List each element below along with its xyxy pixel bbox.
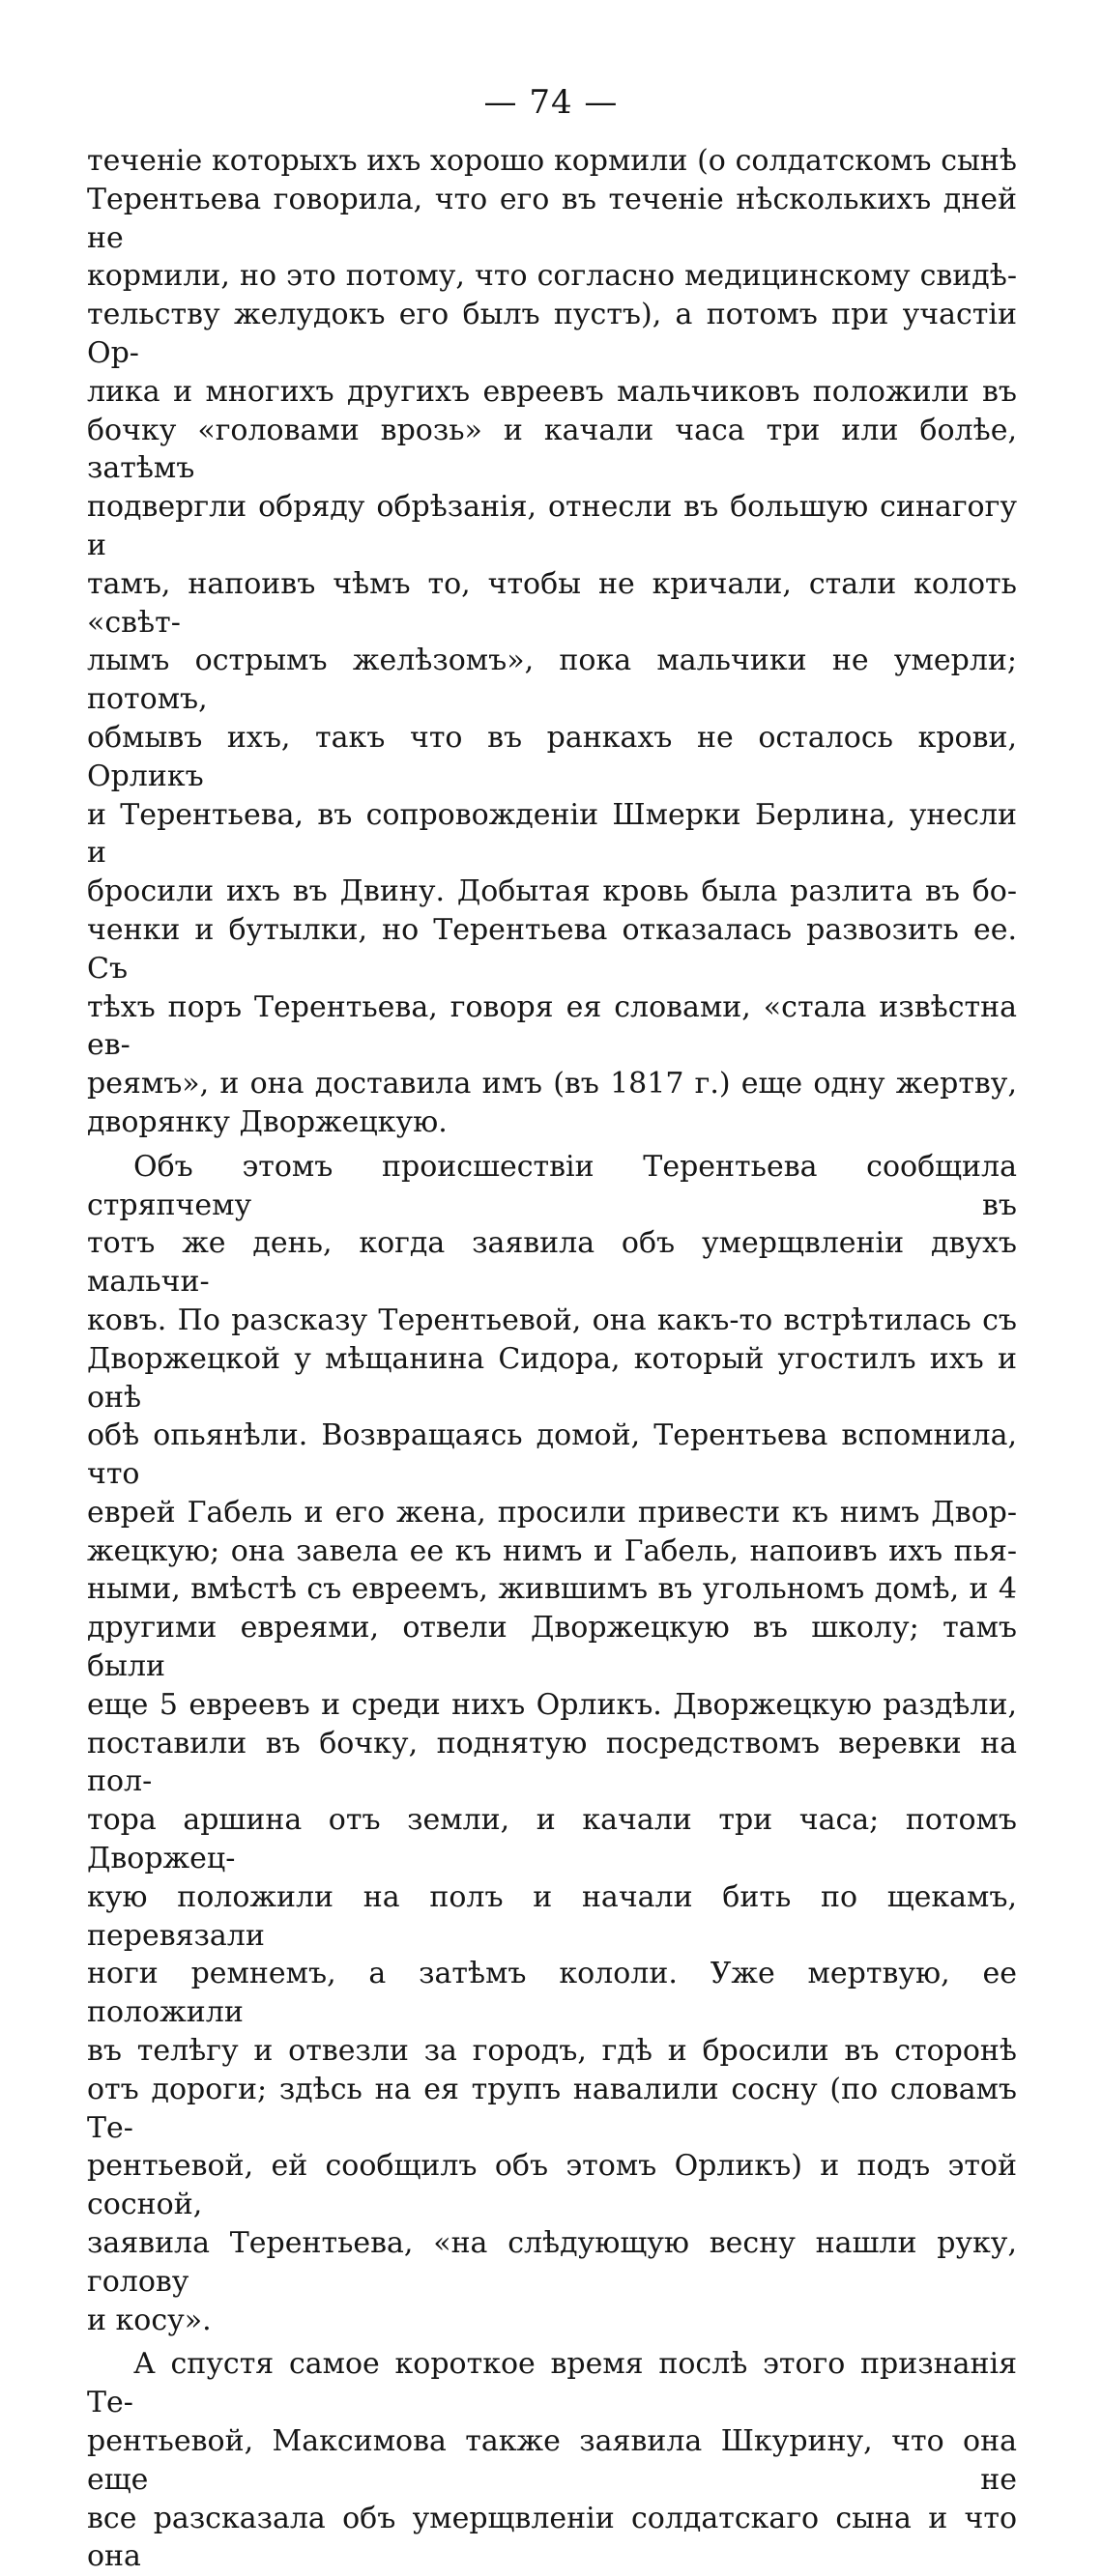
text-line: рентьевой, ей сообщилъ объ этомъ Орликъ) и подъ этой сосной, xyxy=(87,2149,1017,2222)
text-line: все разсказала объ умерщвленіи солдатскаго сына и что она xyxy=(87,2501,1017,2574)
text-line: бочку «головами врозь» и качали часа три или болѣе, затѣмъ xyxy=(87,413,1017,486)
text-line: Терентьева говорила, что его въ теченіе нѣсколькихъ дней не xyxy=(87,182,1017,255)
text-line: тамъ, напоивъ чѣмъ то, чтобы не кричали, стали колоть «свѣт- xyxy=(87,566,1017,640)
text-line: лымъ острымъ желѣзомъ», пока мальчики не умерли; потомъ, xyxy=(87,644,1017,717)
text-line: ными, вмѣстѣ съ евреемъ, жившимъ въ угольномъ домѣ, и 4 xyxy=(87,1572,1017,1607)
text-line: поставили въ бочку, поднятую посредствомъ веревки на пол- xyxy=(87,1726,1017,1799)
text-line: другими евреями, отвели Дворжецкую въ школу; тамъ были xyxy=(87,1611,1017,1684)
text-line: рентьевой, Максимова также заявила Шкурину, что она еще не xyxy=(87,2424,1017,2497)
text-line: еврей Габель и его жена, просили привести къ нимъ Двор- xyxy=(87,1495,1017,1530)
text-line: кую положили на полъ и начали бить по щекамъ, перевязали xyxy=(87,1879,1017,1953)
text-line: бросили ихъ въ Двину. Добытая кровь была разлита въ бо- xyxy=(87,874,1017,909)
text-line: тора аршина отъ земли, и качали три часа; потомъ Дворжец- xyxy=(87,1803,1017,1876)
page-number: — 74 — xyxy=(483,83,619,122)
text-line: ченки и бутылки, но Терентьева отказалась развозить ее. Съ xyxy=(87,912,1017,986)
paragraph-start-line: Объ этомъ происшествіи Терентьева сообщила стряпчему въ xyxy=(87,1149,1017,1222)
text-line: ковъ. По разсказу Терентьевой, она какъ-то встрѣтилась съ xyxy=(87,1302,1017,1337)
text-line: лика и многихъ другихъ евреевъ мальчиковъ положили въ xyxy=(87,374,1017,409)
text-line: подвергли обряду обрѣзанія, отнесли въ большую синагогу и xyxy=(87,490,1017,562)
text-line: ноги ремнемъ, а затѣмъ кололи. Уже мертвую, ее положили xyxy=(87,1957,1017,2030)
text-line: жецкую; она завела ее къ нимъ и Габель, напоивъ ихъ пья- xyxy=(87,1533,1017,1568)
text-line: тотъ же день, когда заявила объ умерщвленіи двухъ мальчи- xyxy=(87,1226,1017,1300)
text-line: Дворжецкой у мѣщанина Сидора, который угостилъ ихъ и онѣ xyxy=(87,1341,1017,1415)
paragraph-start-line: А спустя самое короткое время послѣ этого признанія Те- xyxy=(87,2347,1017,2420)
text-line: реямъ», и она доставила имъ (въ 1817 г.) еще одну жертву, xyxy=(87,1067,1017,1102)
text-line: тельству желудокъ его былъ пустъ), а потомъ при участіи Ор- xyxy=(87,298,1017,370)
text-line: обѣ опьянѣли. Возвращаясь домой, Терентьева вспомнила, что xyxy=(87,1418,1017,1492)
text-line: обмывъ ихъ, такъ что въ ранкахъ не осталось крови, Орликъ xyxy=(87,720,1017,793)
paragraph-end-line: и косу». xyxy=(87,2303,212,2337)
text-line: кормили, но это потому, что согласно медицинскому свидѣ- xyxy=(87,259,1017,294)
text-line: еще 5 евреевъ и среди нихъ Орликъ. Дворжецкую раздѣли, xyxy=(87,1687,1017,1722)
text-line: въ телѣгу и отвезли за городъ, гдѣ и бросили въ сторонѣ xyxy=(87,2034,1017,2069)
text-line: тѣхъ поръ Терентьева, говоря ея словами, «стала извѣстна ев- xyxy=(87,989,1017,1063)
text-line: отъ дороги; здѣсь на ея трупъ навалили сосну (по словамъ Те- xyxy=(87,2072,1017,2145)
paragraph-end-line: дворянку Дворжецкую. xyxy=(87,1104,448,1139)
text-line: и Терентьева, въ сопровожденіи Шмерки Берлина, унесли и xyxy=(87,797,1017,871)
text-line: теченіе которыхъ ихъ хорошо кормили (о солдатскомъ сынѣ xyxy=(87,144,1017,178)
text-body xyxy=(87,142,1017,2576)
text-line: заявила Терентьева, «на слѣдующую весну нашли руку, голову xyxy=(87,2226,1017,2299)
